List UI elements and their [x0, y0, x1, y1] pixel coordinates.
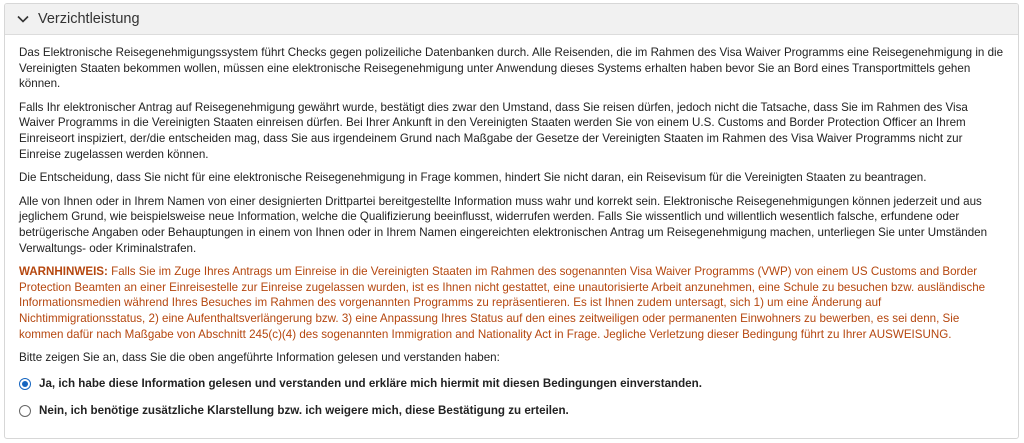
- confirmation-prompt: Bitte zeigen Sie an, dass Sie die oben angeführte Information gelesen und verstanden haben:: [19, 351, 500, 365]
- radio-button-unchecked[interactable]: [19, 405, 31, 417]
- chevron-down-icon[interactable]: [16, 12, 30, 26]
- waiver-panel: [4, 3, 1019, 439]
- radio-label-yes[interactable]: Ja, ich habe diese Information gelesen und verstanden und erkläre mich hiermit mit diesen Bedingungen einverstanden.: [39, 376, 702, 390]
- warning-label: WARNHINWEIS:: [19, 265, 108, 279]
- panel-body: [5, 35, 1018, 421]
- panel-header[interactable]: [5, 4, 1018, 35]
- warning-text: Falls Sie im Zuge Ihres Antrags um Einreise in die Vereinigten Staaten im Rahmen des sogenannten Visa Waiver Programms (VWP) von einem US Customs and Border Protection Beamten an einer Einreisestelle zur Einreise zugelassen wurden, ist es Ihnen nicht gestattet, eine unautorisierte Arbeit anzunehmen, eine Schule zu besuchen bzw. ausländische Informationsmedien während Ihres Besuches im Rahmen des vorgenannten Programms zu repräsentieren. Es ist Ihnen zudem untersagt, sich 1) um eine Änderung auf Nichtimmigrationsstatus, 2) eine Aufenthaltsverlängerung bzw. 3) eine Anpassung Ihres Status auf den eines zeitweiligen oder permanenten Einwohners zu bewerben, es sei denn, Sie kommen dafür nach Maßgabe von Abschnitt 245(c)(4) des sogenannten Immigration and Nationality Act in Frage. Jegliche Verletzung dieser Bedingung führt zu Ihrer AUSWEISUNG.: [19, 265, 986, 341]
- panel-title: Verzichtleistung: [38, 11, 140, 27]
- paragraph-system-checks: Das Elektronische Reisegenehmigungssystem führt Checks gegen polizeiliche Datenbanken durch. Alle Reisenden, die im Rahmen des Visa Waiver Programms eine Reisegenehmigung in die Vereinigten Staaten bekommen wollen, müssen eine elektronische Reisegenehmigung unter Anwendung dieses Systems erhalten haben bevor Sie an Bord eines Transportmittels gehen können.: [19, 46, 1004, 91]
- radio-option-no[interactable]: [19, 401, 1004, 421]
- warning-paragraph: [19, 264, 1004, 342]
- radio-button-checked[interactable]: [19, 378, 31, 390]
- paragraph-visa-eligibility: Die Entscheidung, dass Sie nicht für eine elektronische Reisegenehmigung in Frage kommen, hindert Sie nicht daran, ein Reisevisum für die Vereinigten Staaten zu beantragen.: [19, 171, 927, 185]
- paragraph-truthful-information: Alle von Ihnen oder in Ihrem Namen von einer designierten Drittpartei bereitgestellte Information muss wahr und korrekt sein. Elektronische Reisegenehmigungen können jederzeit und aus jeglichem Grund, wie beispielsweise neue Information, welche die Qualifizierung beeinflusst, widerrufen werden. Falls Sie wissentlich und willentlich wesentlich falsche, erfundene oder betrügerische Angaben oder Behauptungen in einem von Ihnen oder in Ihrem Namen eingereichten elektronischen Antrag um Reisegenehmigung machen, unterliegen Sie unter Umständen Verwaltungs- oder Kriminalstrafen.: [19, 194, 988, 255]
- radio-option-yes[interactable]: [19, 374, 1004, 394]
- paragraph-approval-inspection: Falls Ihr elektronischer Antrag auf Reisegenehmigung gewährt wurde, bestätigt dies zwar den Umstand, dass Sie reisen dürfen, jedoch nicht die Tatsache, dass Sie im Rahmen des Visa Waiver Programms in die Vereinigten Staaten einreisen dürfen. Bei Ihrer Ankunft in den Vereinigten Staaten werden Sie von einem U.S. Customs and Border Protection Officer an Ihrem Einreiseort inspiziert, der/die entscheiden mag, dass Sie aus irgendeinem Grund nach Maßgabe der Gesetze der Vereinigten Staaten im Rahmen des Visa Waiver Programms nicht zur Einreise zugelassen werden können.: [19, 100, 968, 161]
- radio-label-no[interactable]: Nein, ich benötige zusätzliche Klarstellung bzw. ich weigere mich, diese Bestätigung zu erteilen.: [39, 403, 569, 417]
